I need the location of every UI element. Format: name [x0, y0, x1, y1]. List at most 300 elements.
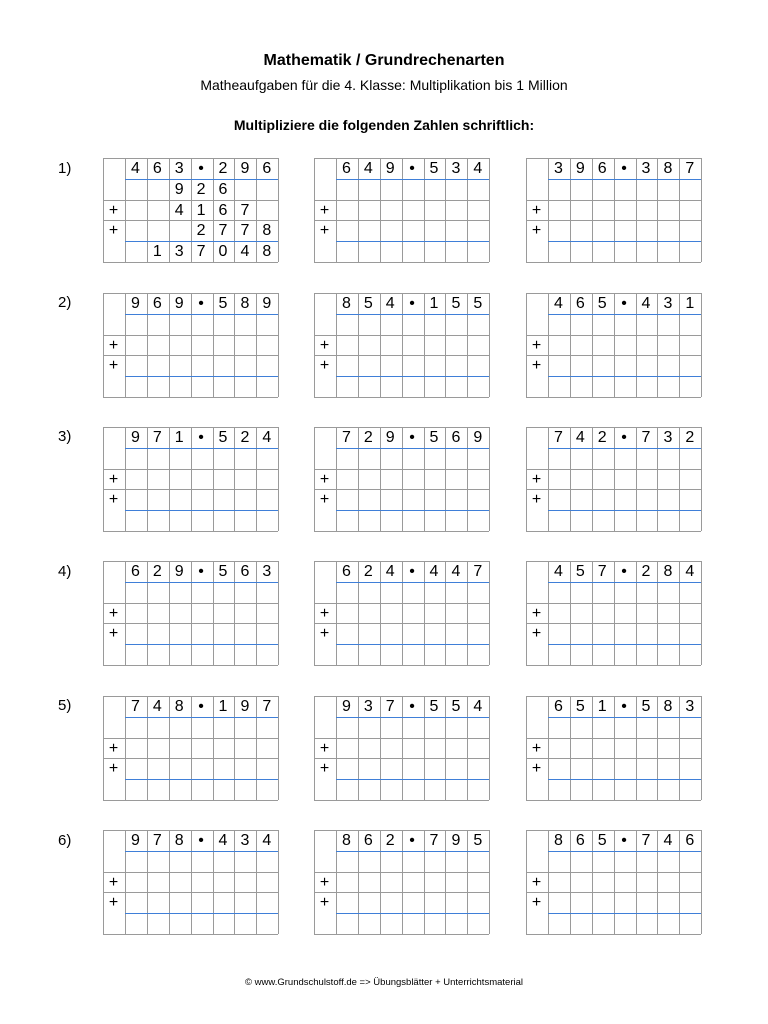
grid-line [103, 758, 278, 759]
grid-line [314, 335, 489, 336]
digit-cell: 9 [240, 160, 250, 177]
answer-digit: 9 [174, 180, 184, 198]
grid-line [526, 892, 701, 893]
digit-cell: 5 [218, 429, 228, 446]
plus-sign: + [319, 894, 330, 912]
digit-cell: 5 [575, 698, 585, 715]
digit-cell [526, 427, 547, 447]
digit-cell: 7 [385, 698, 395, 715]
digit-cell [314, 427, 335, 447]
digit-cell: 8 [663, 160, 673, 177]
result-underline [548, 851, 701, 852]
answer-digit: 4 [240, 243, 250, 261]
multiplication-grid [526, 427, 701, 531]
digit-cell: 4 [553, 295, 563, 312]
answer-digit: 7 [240, 201, 250, 219]
digit-cell: 2 [363, 429, 373, 446]
digit-cell [314, 561, 335, 581]
answer-digit: 7 [240, 222, 250, 240]
digit-cell: 6 [575, 295, 585, 312]
multiply-sign: • [198, 563, 204, 580]
multiplication-grid [526, 830, 701, 934]
digit-cell: 4 [553, 563, 563, 580]
multiplication-grid [103, 158, 278, 262]
result-underline [336, 510, 489, 511]
grid-line [103, 872, 278, 873]
digit-cell: 4 [130, 160, 140, 177]
grid-line [489, 696, 490, 800]
grid-line [701, 830, 702, 934]
result-underline [125, 314, 278, 315]
digit-cell: 4 [218, 832, 228, 849]
grid-line [526, 220, 701, 221]
footer-copyright: © www.Grundschulstoff.de => Übungsblätter + Unterrichtsmaterial [245, 977, 523, 988]
grid-line [314, 489, 489, 490]
digit-cell: 9 [341, 698, 351, 715]
multiply-sign: • [409, 563, 415, 580]
result-underline [548, 314, 701, 315]
grid-line [314, 469, 489, 470]
digit-cell: 7 [130, 698, 140, 715]
digit-cell: 6 [152, 160, 162, 177]
plus-sign: + [108, 491, 119, 509]
digit-cell [526, 293, 547, 313]
digit-cell: 4 [385, 563, 395, 580]
answer-digit: 1 [152, 243, 162, 261]
digit-cell: 4 [575, 429, 585, 446]
result-underline [336, 851, 489, 852]
plus-sign: + [531, 894, 542, 912]
grid-line [489, 427, 490, 531]
grid-line [701, 427, 702, 531]
grid-line [278, 696, 279, 800]
multiplication-grid [526, 293, 701, 397]
plus-sign: + [531, 760, 542, 778]
grid-line [526, 531, 701, 532]
digit-cell: 2 [240, 429, 250, 446]
result-underline [336, 582, 489, 583]
result-underline [336, 717, 489, 718]
plus-sign: + [108, 873, 119, 891]
multiplication-grid [314, 561, 489, 665]
digit-cell: 6 [130, 563, 140, 580]
multiply-sign: • [621, 698, 627, 715]
digit-cell [103, 293, 124, 313]
digit-cell: 9 [385, 160, 395, 177]
grid-line [314, 603, 489, 604]
plus-sign: + [531, 604, 542, 622]
digit-cell: 3 [641, 160, 651, 177]
grid-line [314, 220, 489, 221]
plus-sign: + [319, 336, 330, 354]
digit-cell: 5 [575, 563, 585, 580]
grid-line [103, 489, 278, 490]
grid-line [103, 800, 278, 801]
problem-row-label: 4) [58, 563, 72, 580]
result-underline [548, 779, 701, 780]
multiply-sign: • [409, 160, 415, 177]
digit-cell: 4 [152, 698, 162, 715]
digit-cell: 2 [152, 563, 162, 580]
grid-line [278, 561, 279, 665]
multiplication-grid [526, 158, 701, 262]
digit-cell: 9 [174, 295, 184, 312]
digit-cell: 3 [663, 295, 673, 312]
grid-line [526, 200, 701, 201]
plus-sign: + [108, 222, 119, 240]
multiply-sign: • [409, 698, 415, 715]
digit-cell: 9 [130, 429, 140, 446]
digit-cell [103, 158, 124, 178]
digit-cell: 8 [663, 563, 673, 580]
result-underline [336, 779, 489, 780]
digit-cell: 4 [262, 832, 272, 849]
plus-sign: + [319, 491, 330, 509]
grid-line [103, 355, 278, 356]
answer-digit: 3 [174, 243, 184, 261]
grid-line [526, 872, 701, 873]
multiplication-grid [103, 561, 278, 665]
digit-cell: 3 [262, 563, 272, 580]
digit-cell [526, 158, 547, 178]
grid-line [314, 892, 489, 893]
digit-cell: 1 [685, 295, 695, 312]
problem-row-label: 1) [58, 160, 72, 177]
grid-line [526, 934, 701, 935]
result-underline [548, 582, 701, 583]
answer-digit: 6 [218, 201, 228, 219]
multiply-sign: • [409, 832, 415, 849]
plus-sign: + [319, 201, 330, 219]
digit-cell: 7 [152, 429, 162, 446]
digit-cell [103, 696, 124, 716]
grid-line [314, 872, 489, 873]
digit-cell: 6 [152, 295, 162, 312]
plus-sign: + [108, 625, 119, 643]
digit-cell: 5 [451, 698, 461, 715]
result-underline [336, 644, 489, 645]
plus-sign: + [108, 739, 119, 757]
grid-line [103, 603, 278, 604]
grid-line [314, 355, 489, 356]
plus-sign: + [531, 336, 542, 354]
answer-digit: 1 [196, 201, 206, 219]
multiplication-grid [103, 830, 278, 934]
digit-cell: 7 [262, 698, 272, 715]
plus-sign: + [108, 357, 119, 375]
grid-line [278, 427, 279, 531]
plus-sign: + [531, 357, 542, 375]
grid-line [526, 603, 701, 604]
digit-cell: 6 [240, 563, 250, 580]
grid-line [314, 262, 489, 263]
digit-cell: 4 [641, 295, 651, 312]
grid-line [278, 830, 279, 934]
multiplication-grid [103, 696, 278, 800]
digit-cell: 6 [451, 429, 461, 446]
plus-sign: + [319, 873, 330, 891]
digit-cell: 2 [363, 563, 373, 580]
answer-digit: 0 [218, 243, 228, 261]
digit-cell: 9 [385, 429, 395, 446]
result-underline [336, 376, 489, 377]
multiply-sign: • [409, 429, 415, 446]
grid-line [526, 262, 701, 263]
grid-line [489, 293, 490, 397]
digit-cell: 8 [553, 832, 563, 849]
plus-sign: + [531, 201, 542, 219]
plus-sign: + [319, 222, 330, 240]
multiplication-grid [314, 696, 489, 800]
multiplication-grid [526, 561, 701, 665]
result-underline [548, 717, 701, 718]
digit-cell: 6 [262, 160, 272, 177]
task-instruction: Multipliziere die folgenden Zahlen schriftlich: [233, 117, 535, 133]
digit-cell: 1 [429, 295, 439, 312]
result-underline [336, 241, 489, 242]
digit-cell: 1 [597, 698, 607, 715]
result-underline [548, 448, 701, 449]
digit-cell: 8 [663, 698, 673, 715]
grid-line [314, 758, 489, 759]
digit-cell [314, 830, 335, 850]
digit-cell: 9 [262, 295, 272, 312]
problem-row-label: 2) [58, 294, 72, 311]
grid-line [278, 158, 279, 262]
answer-digit: 7 [196, 243, 206, 261]
multiply-sign: • [198, 832, 204, 849]
grid-line [314, 531, 489, 532]
digit-cell [103, 427, 124, 447]
digit-cell: 7 [473, 563, 483, 580]
answer-digit: 8 [262, 222, 272, 240]
digit-cell: 9 [130, 295, 140, 312]
grid-line [489, 561, 490, 665]
plus-sign: + [531, 470, 542, 488]
digit-cell: 5 [451, 295, 461, 312]
digit-cell: 7 [341, 429, 351, 446]
multiply-sign: • [198, 160, 204, 177]
problem-row-label: 6) [58, 832, 72, 849]
digit-cell: 5 [473, 295, 483, 312]
answer-digit: 8 [262, 243, 272, 261]
multiplication-grid [103, 427, 278, 531]
digit-cell: 7 [685, 160, 695, 177]
multiply-sign: • [198, 698, 204, 715]
plus-sign: + [319, 470, 330, 488]
digit-cell: 5 [429, 160, 439, 177]
multiplication-grid [526, 696, 701, 800]
grid-line [314, 200, 489, 201]
digit-cell [526, 561, 547, 581]
result-underline [548, 510, 701, 511]
digit-cell: 9 [174, 563, 184, 580]
digit-cell: 3 [451, 160, 461, 177]
grid-line [701, 158, 702, 262]
digit-cell: 1 [218, 698, 228, 715]
digit-cell: 5 [473, 832, 483, 849]
digit-cell: 2 [597, 429, 607, 446]
multiply-sign: • [621, 295, 627, 312]
grid-line [278, 293, 279, 397]
multiply-sign: • [198, 295, 204, 312]
digit-cell: 6 [575, 832, 585, 849]
digit-cell: 5 [597, 295, 607, 312]
digit-cell: 2 [685, 429, 695, 446]
plus-sign: + [531, 491, 542, 509]
grid-line [489, 158, 490, 262]
grid-line [314, 623, 489, 624]
digit-cell: 5 [641, 698, 651, 715]
digit-cell: 8 [174, 698, 184, 715]
grid-line [103, 262, 278, 263]
grid-line [526, 665, 701, 666]
result-underline [548, 241, 701, 242]
multiply-sign: • [621, 160, 627, 177]
digit-cell: 6 [363, 832, 373, 849]
plus-sign: + [531, 739, 542, 757]
digit-cell: 1 [174, 429, 184, 446]
plus-sign: + [108, 760, 119, 778]
digit-cell: 3 [663, 429, 673, 446]
multiplication-grid [314, 830, 489, 934]
grid-line [103, 531, 278, 532]
digit-cell: 4 [473, 698, 483, 715]
digit-cell: 4 [385, 295, 395, 312]
digit-cell: 2 [218, 160, 228, 177]
result-underline [125, 913, 278, 914]
result-underline [125, 510, 278, 511]
plus-sign: + [108, 336, 119, 354]
digit-cell: 7 [429, 832, 439, 849]
multiply-sign: • [621, 832, 627, 849]
digit-cell: 7 [553, 429, 563, 446]
answer-digit: 7 [218, 222, 228, 240]
grid-line [103, 335, 278, 336]
digit-cell: 5 [429, 429, 439, 446]
digit-cell [314, 696, 335, 716]
grid-line [314, 800, 489, 801]
digit-cell: 3 [553, 160, 563, 177]
multiply-sign: • [409, 295, 415, 312]
result-underline [125, 376, 278, 377]
digit-cell: 4 [429, 563, 439, 580]
multiplication-grid [314, 158, 489, 262]
digit-cell: 6 [685, 832, 695, 849]
grid-line [314, 934, 489, 935]
digit-cell: 3 [363, 698, 373, 715]
grid-line [489, 830, 490, 934]
grid-line [103, 623, 278, 624]
answer-digit: 6 [218, 180, 228, 198]
plus-sign: + [531, 625, 542, 643]
result-underline [125, 582, 278, 583]
plus-sign: + [319, 625, 330, 643]
problem-row-label: 3) [58, 428, 72, 445]
problem-row-label: 5) [58, 697, 72, 714]
grid-line [701, 561, 702, 665]
page-subtitle: Matheaufgaben für die 4. Klasse: Multiplikation bis 1 Million [200, 77, 568, 93]
grid-line [314, 397, 489, 398]
answer-digit: 2 [196, 180, 206, 198]
plus-sign: + [108, 470, 119, 488]
result-underline [125, 717, 278, 718]
grid-line [314, 738, 489, 739]
digit-cell: 9 [451, 832, 461, 849]
grid-line [526, 355, 701, 356]
digit-cell: 6 [341, 563, 351, 580]
result-underline [548, 644, 701, 645]
result-underline [125, 779, 278, 780]
answer-digit: 2 [196, 222, 206, 240]
plus-sign: + [108, 201, 119, 219]
digit-cell: 8 [240, 295, 250, 312]
grid-line [103, 738, 278, 739]
digit-cell [314, 293, 335, 313]
digit-cell: 6 [553, 698, 563, 715]
plus-sign: + [531, 222, 542, 240]
digit-cell: 9 [473, 429, 483, 446]
plus-sign: + [319, 357, 330, 375]
digit-cell [526, 696, 547, 716]
result-underline [548, 179, 701, 180]
plus-sign: + [319, 739, 330, 757]
plus-sign: + [531, 873, 542, 891]
digit-cell: 4 [451, 563, 461, 580]
digit-cell [314, 158, 335, 178]
result-underline [336, 913, 489, 914]
grid-line [526, 758, 701, 759]
digit-cell: 5 [218, 295, 228, 312]
digit-cell: 5 [363, 295, 373, 312]
result-underline [336, 179, 489, 180]
result-underline [336, 314, 489, 315]
digit-cell: 3 [685, 698, 695, 715]
digit-cell: 8 [341, 832, 351, 849]
multiplication-grid [103, 293, 278, 397]
digit-cell: 4 [262, 429, 272, 446]
result-underline [125, 851, 278, 852]
multiply-sign: • [198, 429, 204, 446]
plus-sign: + [319, 760, 330, 778]
grid-line [526, 489, 701, 490]
grid-line [701, 293, 702, 397]
digit-cell: 7 [641, 429, 651, 446]
digit-cell: 8 [174, 832, 184, 849]
multiplication-grid [314, 293, 489, 397]
digit-cell: 4 [473, 160, 483, 177]
grid-line [314, 665, 489, 666]
answer-digit: 4 [174, 201, 184, 219]
grid-line [526, 738, 701, 739]
multiplication-grid [314, 427, 489, 531]
digit-cell [103, 561, 124, 581]
digit-cell: 7 [152, 832, 162, 849]
result-underline [125, 448, 278, 449]
digit-cell: 3 [240, 832, 250, 849]
digit-cell: 7 [597, 563, 607, 580]
plus-sign: + [108, 894, 119, 912]
result-underline [125, 644, 278, 645]
digit-cell: 6 [341, 160, 351, 177]
result-underline [336, 448, 489, 449]
digit-cell: 9 [575, 160, 585, 177]
digit-cell: 4 [663, 832, 673, 849]
page-title: Mathematik / Grundrechenarten [263, 52, 505, 69]
grid-line [103, 892, 278, 893]
grid-line [701, 696, 702, 800]
result-underline [548, 913, 701, 914]
